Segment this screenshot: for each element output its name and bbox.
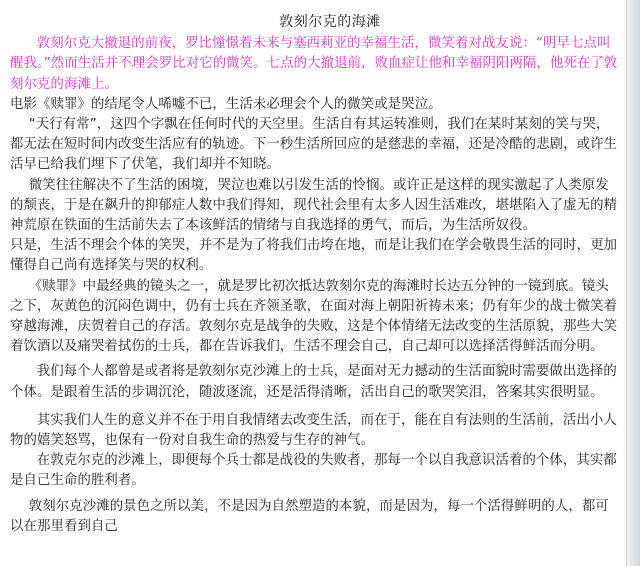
paragraph-9: 敦刻尔克沙滩的景色之所以美，不是因为自然塑造的本貌，而是因为，每一个活得鲜明的人，都可以在那里看到自己 [10,498,609,534]
scrollbar-track[interactable] [626,0,640,566]
paragraph-6: 我们每个人都曾是或者将是敦刻尔克沙滩上的士兵，是面对无力撼动的生活面貌时需要做出选择的个体。是跟着生活的步调沉沦，随波逐流，还是活得清晰，活出自己的歌哭笑泪，答案其实很明显。 [10,364,617,400]
paragraph-1: 电影《赎罪》的结尾令人唏嘘不已，生活未必理会个人的微笑或是哭泣。 [10,96,442,112]
paragraph-8: 在敦克尔克的沙滩上，即便每个兵士都是战役的失败者，那每一个以自我意识活着的个体，其实都是自己生命的胜利者。 [10,453,617,489]
paragraph-4: 只是，生活不理会个体的笑哭，并不是为了将我们击垮在地，而是让我们在学会敬畏生活的同时，更加懂得自己尚有选择笑与哭的权利。 [10,238,618,274]
opening-quote: 敦刻尔克大撤退的前夜，罗比憧憬着未来与塞西莉亚的幸福生活，微笑着对战友说：“明早七点叫醒我。”然而生活并不理会罗比对它的微笑。七点的大撤退前，败血症让他和幸福阴阳两隔，他死在了敦刻尔克的海滩上。 [10,36,618,92]
article-body [10,12,620,537]
paragraph-7: 其实我们人生的意义并不在于用自我情绪去改变生活，而在于，能在自有法则的生活前，活出小人物的嬉笑怒骂，也保有一份对自我生命的热爱与生存的神气。 [10,412,617,449]
paragraph-2: “天行有常”，这四个字飘在任何时代的天空里。生活自有其运转准则，我们在某时某刻的笑与哭，都无法在短时间内改变生活应有的轨迹。下一秒生活所回应的是慈悲的幸福，还是冷酷的悲剧，或许生活早已给我们埋下了伏笔，我们却并不知晓。 [10,117,618,173]
article-title: 敦刻尔克的海滩 [279,14,381,30]
paragraph-5: 《赎罪》中最经典的镜头之一，就是罗比初次抵达敦刻尔克的海滩时长达五分钟的一镜到底。镜头之下，灰黄色的沉闷色调中，仍有士兵在齐领圣歌，在面对海上朝阳祈祷未来；仍有年少的战士微笑着穿越海滩，庆贺着自己的存活。敦刻尔克是战争的失败，这是个体情绪无法改变的生活原貌，那些大笑着饮酒以及痛哭着拭伤的士兵，都在告诉我们，生活不理会自己，自己却可以选择活得鲜活而分明。 [10,278,618,355]
paragraph-3: 微笑往往解决不了生活的困境，哭泣也难以引发生活的怜悯。或许正是这样的现实激起了人类原发的颓丧，于是在飙升的抑郁症人数中我们得知，现代社会里有太多人因生活难改，堪堪陷入了虚无的精神荒原在铁面的生活前失去了本该鲜活的情绪与自我选择的勇气，而后，为生活所奴役。 [10,177,618,234]
